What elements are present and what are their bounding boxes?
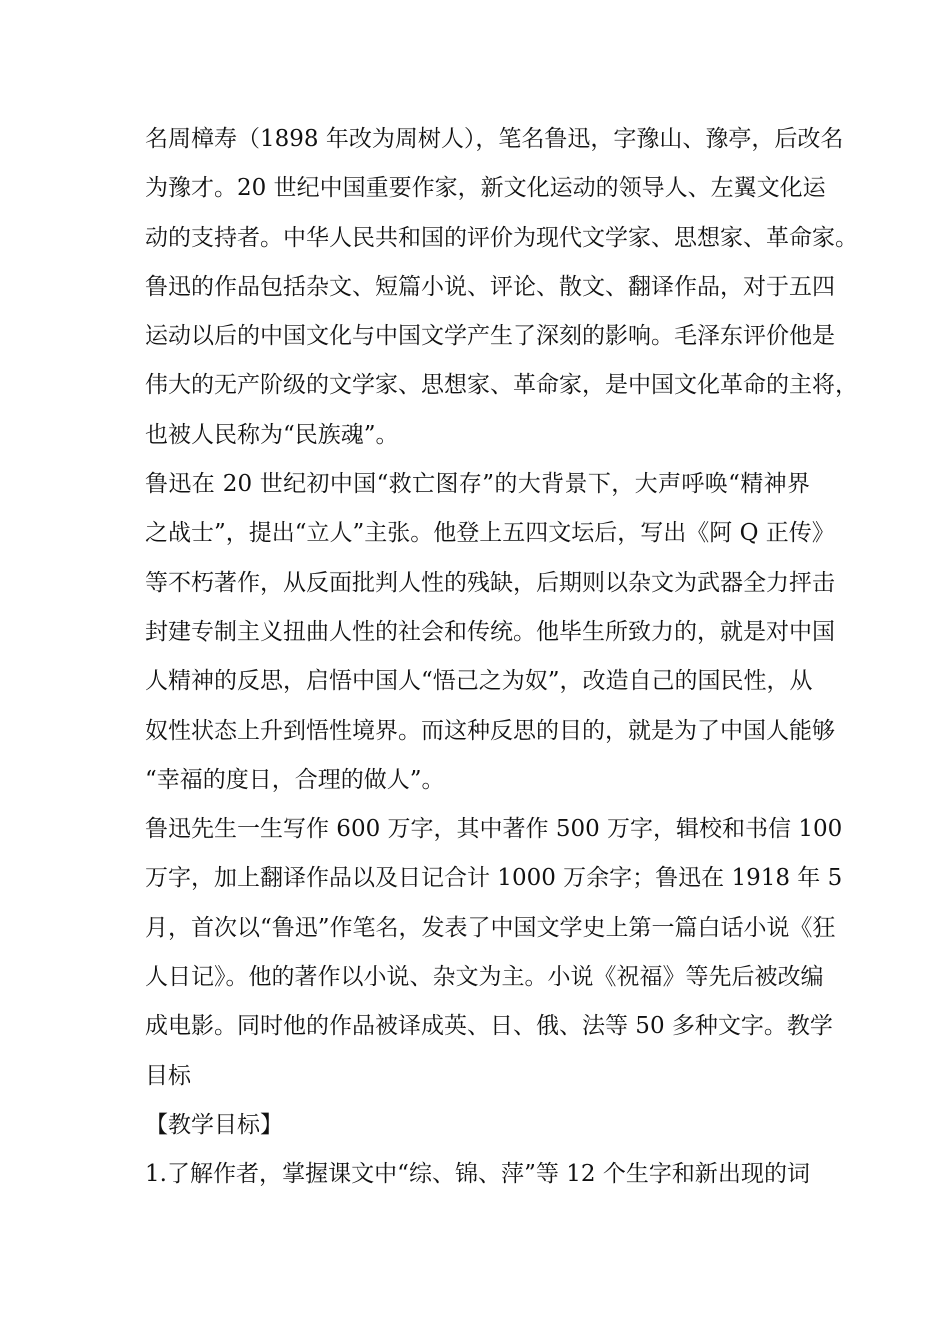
paragraph-works: [145, 263, 858, 460]
text-line: 人日记》。他的著作以小说、杂文为主。小说《祝福》等先后被改编: [145, 964, 824, 991]
paragraph-biography: [145, 115, 858, 263]
text-line: 名周樟寿（1898 年改为周树人），笔名鲁迅，字豫山、豫亭，后改名: [145, 126, 844, 152]
text-line: “幸福的度日，合理的做人”。: [145, 766, 445, 793]
text-line: 鲁迅先生一生写作 600 万字，其中著作 500 万字，辑校和书信 100: [145, 816, 843, 843]
section-heading: 【教学目标】: [145, 1111, 283, 1138]
list-item-goal-1: [145, 1150, 810, 1199]
document-body: [145, 115, 858, 1200]
paragraph-output: [145, 805, 843, 1101]
text-line: 等不朽著作，从反面批判人性的残缺，后期则以杂文为武器全力抨击: [145, 569, 835, 596]
text-line: 之战士”，提出“立人”主张。他登上五四文坛后，写出《阿 Q 正传》: [145, 520, 835, 547]
text-line: 成电影。同时他的作品被译成英、日、俄、法等 50 多种文字。教学: [145, 1013, 833, 1040]
section-heading-teaching-goals: [145, 1101, 810, 1150]
text-line: 伟大的无产阶级的文学家、思想家、革命家，是中国文化革命的主将，: [145, 372, 858, 399]
text-line: 封建专制主义扭曲人性的社会和传统。他毕生所致力的，就是对中国: [145, 618, 835, 645]
text-line: 奴性状态上升到悟性境界。而这种反思的目的，就是为了中国人能够: [145, 717, 835, 744]
paragraph-thought: [145, 460, 835, 805]
text-line: 也被人民称为“民族魂”。: [145, 421, 399, 448]
text-line: 鲁迅的作品包括杂文、短篇小说、评论、散文、翻译作品，对于五四: [145, 273, 835, 300]
text-line: 1.了解作者，掌握课文中“综、锦、萍”等 12 个生字和新出现的词: [145, 1161, 810, 1188]
text-line: 为豫才。20 世纪中国重要作家，新文化运动的领导人、左翼文化运: [145, 175, 826, 202]
text-line: 运动以后的中国文化与中国文学产生了深刻的影响。毛泽东评价他是: [145, 323, 835, 350]
text-line: 动的支持者。中华人民共和国的评价为现代文学家、思想家、革命家。: [145, 224, 858, 251]
text-line: 鲁迅在 20 世纪初中国“救亡图存”的大背景下，大声呼唤“精神界: [145, 471, 810, 498]
text-line: 目标: [145, 1062, 191, 1089]
text-line: 月，首次以“鲁迅”作笔名，发表了中国文学史上第一篇白话小说《狂: [145, 914, 836, 941]
text-line: 万字，加上翻译作品以及日记合计 1000 万余字；鲁迅在 1918 年 5: [145, 865, 843, 892]
text-line: 人精神的反思，启悟中国人“悟己之为奴”，改造自己的国民性，从: [145, 668, 813, 695]
